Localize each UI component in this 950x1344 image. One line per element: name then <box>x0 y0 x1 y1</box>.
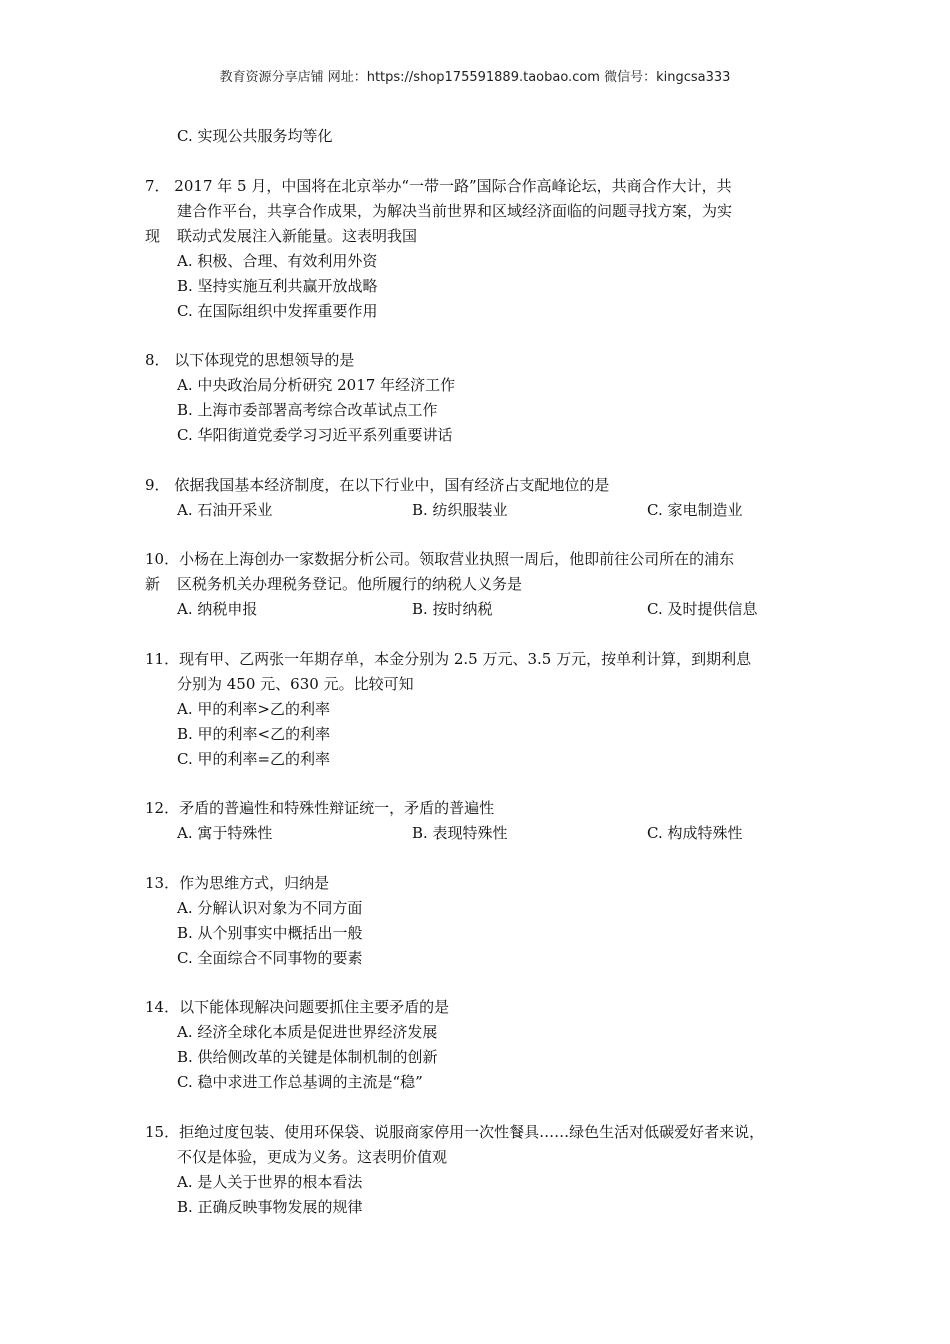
q7-option-a: A. 积极、合理、有效利用外资 <box>177 252 378 270</box>
q14-option-a: A. 经济全球化本质是促进世界经济发展 <box>177 1023 438 1041</box>
q14-stem: 14．以下能体现解决问题要抓住主要矛盾的是 <box>145 998 450 1016</box>
q8-stem: 8． 以下体现党的思想领导的是 <box>145 351 355 369</box>
q10-option-a: A. 纳税申报 <box>177 600 258 618</box>
q12-option-a: A. 寓于特殊性 <box>177 824 273 842</box>
q9-option-a: A. 石油开采业 <box>177 501 273 519</box>
q13-option-c: C. 全面综合不同事物的要素 <box>177 949 363 967</box>
q7-stem-line2: 建合作平台，共享合作成果，为解决当前世界和区域经济面临的问题寻找方案，为实 <box>177 202 733 220</box>
q6-option-c: C. 实现公共服务均等化 <box>177 127 333 145</box>
q10-stem-line1: 10．小杨在上海创办一家数据分析公司。领取营业执照一周后，他即前往公司所在的浦东 <box>145 550 735 568</box>
q13-option-b: B. 从个别事实中概括出一般 <box>177 924 363 942</box>
q12-option-b: B. 表现特殊性 <box>412 824 508 842</box>
q11-option-b: B. 甲的利率<乙的利率 <box>177 725 331 743</box>
q11-stem-line2: 分别为 450 元、630 元。比较可知 <box>177 675 414 693</box>
q9-stem: 9． 依据我国基本经济制度，在以下行业中，国有经济占支配地位的是 <box>145 476 610 494</box>
q11-option-c: C. 甲的利率=乙的利率 <box>177 750 331 768</box>
page-header: 教育资源分享店铺 网址：https://shop175591889.taobao.com 微信号：kingcsa333 <box>219 70 731 85</box>
q11-option-a: A. 甲的利率>乙的利率 <box>177 700 330 718</box>
q7-stem-line3: 联动式发展注入新能量。这表明我国 <box>177 227 418 245</box>
q10-option-c: C. 及时提供信息 <box>647 600 758 618</box>
q13-option-a: A. 分解认识对象为不同方面 <box>177 899 363 917</box>
q10-stem-line2: 区税务机关办理税务登记。他所履行的纳税人义务是 <box>177 575 523 593</box>
q7-stem-line3-lead: 现 <box>145 227 161 245</box>
q10-option-b: B. 按时纳税 <box>412 600 493 618</box>
q8-option-b: B. 上海市委部署高考综合改革试点工作 <box>177 401 438 419</box>
q14-option-c: C. 稳中求进工作总基调的主流是“稳” <box>177 1073 423 1091</box>
q15-stem-line2: 不仅是体验，更成为义务。这表明价值观 <box>177 1148 448 1166</box>
q12-option-c: C. 构成特殊性 <box>647 824 743 842</box>
q7-stem-line1: 7． 2017 年 5 月，中国将在北京举办“一带一路”国际合作高峰论坛，共商合作大计，共 <box>145 177 732 195</box>
q15-option-a: A. 是人关于世界的根本看法 <box>177 1173 363 1191</box>
q9-option-b: B. 纺织服装业 <box>412 501 508 519</box>
q7-option-b: B. 坚持实施互利共赢开放战略 <box>177 277 378 295</box>
q8-option-a: A. 中央政治局分析研究 2017 年经济工作 <box>177 376 456 394</box>
q8-option-c: C. 华阳街道党委学习习近平系列重要讲话 <box>177 426 453 444</box>
q11-stem-line1: 11．现有甲、乙两张一年期存单，本金分别为 2.5 万元、3.5 万元，按单利计算，到期利息 <box>145 650 752 668</box>
q7-option-c: C. 在国际组织中发挥重要作用 <box>177 302 378 320</box>
q15-option-b: B. 正确反映事物发展的规律 <box>177 1198 363 1216</box>
q13-stem: 13．作为思维方式，归纳是 <box>145 874 330 892</box>
q10-stem-line2-lead: 新 <box>145 575 161 593</box>
q14-option-b: B. 供给侧改革的关键是体制机制的创新 <box>177 1048 438 1066</box>
q12-stem: 12．矛盾的普遍性和特殊性辩证统一，矛盾的普遍性 <box>145 799 495 817</box>
q9-option-c: C. 家电制造业 <box>647 501 743 519</box>
q15-stem-line1: 15．拒绝过度包装、使用环保袋、说服商家停用一次性餐具……绿色生活对低碳爱好者来说， <box>145 1123 765 1141</box>
